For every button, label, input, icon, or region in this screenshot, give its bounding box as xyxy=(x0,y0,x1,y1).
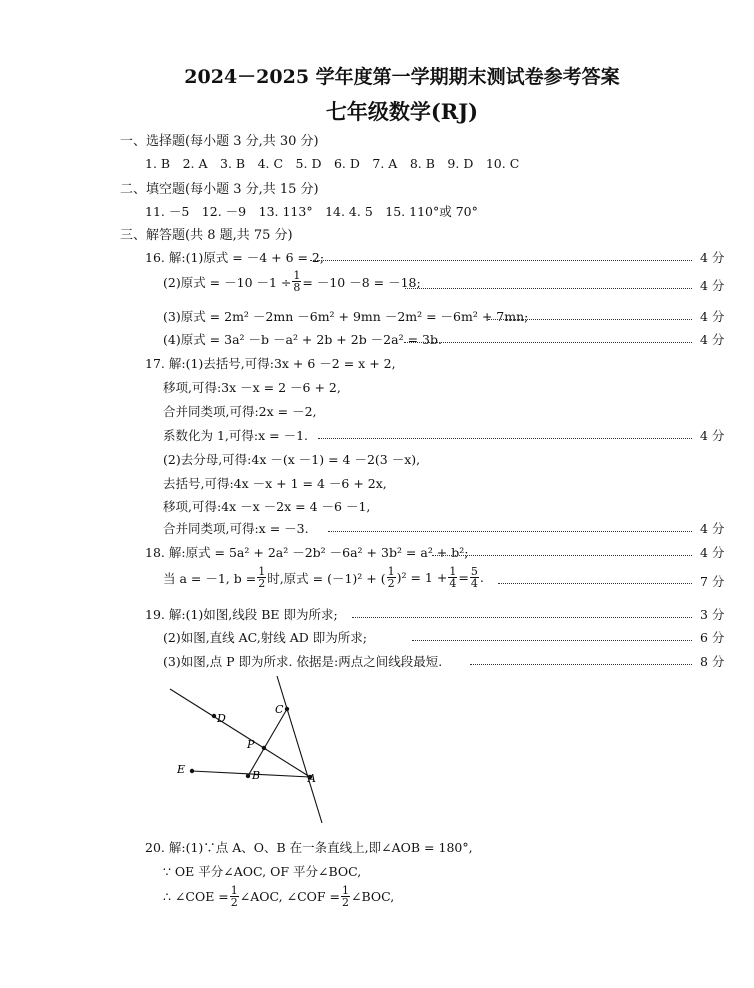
q18-fraction-4 xyxy=(470,566,479,589)
label-E: E xyxy=(177,763,186,776)
q19-line3: (3)如图,点 P 即为所求. 依据是:两点之间线段最短. xyxy=(163,654,443,669)
label-C: C xyxy=(275,703,284,716)
fraction-numerator: 5 xyxy=(470,565,478,578)
q18-text-a: 当 a = －1, b = xyxy=(163,570,257,586)
q20-text-b: ∠AOC, ∠COF = xyxy=(239,889,341,904)
point-P xyxy=(262,746,266,750)
q18-line1: 18. 解:原式 = 5a² + 2a² －2b² －6a² + 3b² = a² + b²; xyxy=(145,545,469,560)
q16-score1: 4 分 xyxy=(700,250,725,265)
q19-score3: 8 分 xyxy=(700,654,725,669)
fraction-numerator: 1 xyxy=(342,884,350,897)
q16-line2-text-b: = －10 －8 = －18; xyxy=(302,274,421,290)
dot-leader xyxy=(310,260,692,261)
q18-score2: 7 分 xyxy=(700,574,725,589)
choice-answers: 1. B 2. A 3. B 4. C 5. D 6. D 7. A 8. B 9. D 10. C xyxy=(145,156,520,171)
section-choice-heading: 一、选择题(每小题 3 分,共 30 分) xyxy=(120,134,319,149)
label-B: B xyxy=(252,769,261,782)
q17-line4: 系数化为 1,可得:x = －1. xyxy=(163,428,309,443)
page-title: 2024－2025 学年度第一学期期末测试卷参考答案 xyxy=(184,66,620,88)
q18-fraction-2 xyxy=(387,566,396,589)
q18-text-b: 时,原式 = (－1)² + ( xyxy=(267,570,386,586)
dot-leader xyxy=(405,288,692,289)
fraction-numerator: 1 xyxy=(230,884,238,897)
label-P: P xyxy=(247,738,255,751)
line-AC xyxy=(277,676,322,823)
label-A: A xyxy=(308,772,316,785)
q20-fraction-1 xyxy=(230,885,239,908)
dot-leader xyxy=(488,319,692,320)
q16-line3: (3)原式 = 2m² －2mn －6m² + 9mn －2m² = －6m² + 7mn; xyxy=(163,309,529,324)
q19-line2: (2)如图,直线 AC,射线 AD 即为所求; xyxy=(163,630,367,645)
fraction-denominator: 8 xyxy=(293,281,301,294)
q16-score2: 4 分 xyxy=(700,278,725,293)
q18-line2 xyxy=(163,566,484,589)
q18-text-c: )² = 1 + xyxy=(396,570,448,585)
q17-line1: 17. 解:(1)去括号,可得:3x + 6 －2 = x + 2, xyxy=(145,356,396,371)
q16-score3: 4 分 xyxy=(700,309,725,324)
q16-fraction xyxy=(292,270,301,293)
dot-leader xyxy=(432,555,692,556)
ray-AD xyxy=(170,689,310,777)
point-B xyxy=(246,774,250,778)
q17-score2: 4 分 xyxy=(700,521,725,536)
fraction-denominator: 2 xyxy=(342,896,350,909)
q17-line7: 移项,可得:4x －x －2x = 4 －6 －1, xyxy=(163,499,371,514)
point-C xyxy=(285,707,289,711)
q20-line2: ∵ OE 平分∠AOC, OF 平分∠BOC, xyxy=(163,864,362,879)
dot-leader xyxy=(352,617,692,618)
q19-score2: 6 分 xyxy=(700,630,725,645)
fraction-numerator: 1 xyxy=(449,565,457,578)
q16-line2 xyxy=(163,270,421,293)
q17-score1: 4 分 xyxy=(700,428,725,443)
section-fill-heading: 二、填空题(每小题 3 分,共 15 分) xyxy=(120,182,319,197)
fraction-denominator: 2 xyxy=(387,577,395,590)
section-solve-heading: 三、解答题(共 8 题,共 75 分) xyxy=(120,228,293,243)
q16-score4: 4 分 xyxy=(700,332,725,347)
q20-fraction-2 xyxy=(341,885,350,908)
q19-line1: 19. 解:(1)如图,线段 BE 即为所求; xyxy=(145,607,338,622)
q18-fraction-3 xyxy=(448,566,457,589)
q19-score1: 3 分 xyxy=(700,607,725,622)
fraction-numerator: 1 xyxy=(387,565,395,578)
q18-score1: 4 分 xyxy=(700,545,725,560)
q20-text-a: ∴ ∠COE = xyxy=(163,889,229,904)
fill-answers: 11. －5 12. －9 13. 113° 14. 4. 5 15. 110°或 70° xyxy=(145,204,478,219)
dot-leader xyxy=(318,438,692,439)
geometry-figure xyxy=(160,670,360,830)
q16-line1: 16. 解:(1)原式 = －4 + 6 = 2; xyxy=(145,250,325,265)
point-E xyxy=(190,769,194,773)
q17-line5: (2)去分母,可得:4x －(x －1) = 4 －2(3 －x), xyxy=(163,452,421,467)
q16-line2-text-a: (2)原式 = －10 －1 ÷ xyxy=(163,274,292,290)
point-D xyxy=(212,714,216,718)
fraction-numerator: 1 xyxy=(258,565,266,578)
q20-line1: 20. 解:(1)∵点 A、O、B 在一条直线上,即∠AOB = 180°, xyxy=(145,840,473,855)
q20-text-c: ∠BOC, xyxy=(351,889,395,904)
q20-line3 xyxy=(163,885,394,908)
dot-leader xyxy=(470,664,692,665)
q17-line6: 去括号,可得:4x －x + 1 = 4 －6 + 2x, xyxy=(163,476,387,491)
q18-text-d: = xyxy=(458,570,469,585)
dot-leader xyxy=(412,640,692,641)
q17-line3: 合并同类项,可得:2x = －2, xyxy=(163,404,317,419)
q18-fraction-1 xyxy=(257,566,266,589)
fraction-denominator: 4 xyxy=(449,577,457,590)
dot-leader xyxy=(328,531,692,532)
label-D: D xyxy=(217,712,226,725)
fraction-denominator: 2 xyxy=(258,577,266,590)
q17-line2: 移项,可得:3x －x = 2 －6 + 2, xyxy=(163,380,341,395)
fraction-numerator: 1 xyxy=(293,269,301,282)
dot-leader xyxy=(404,342,692,343)
dot-leader xyxy=(498,583,692,584)
fraction-denominator: 2 xyxy=(230,896,238,909)
q18-text-e: . xyxy=(479,570,484,585)
fraction-denominator: 4 xyxy=(470,577,478,590)
page-subtitle: 七年级数学(RJ) xyxy=(325,99,479,124)
q16-line4: (4)原式 = 3a² －b －a² + 2b + 2b －2a² = 3b. xyxy=(163,332,442,347)
q17-line8: 合并同类项,可得:x = －3. xyxy=(163,521,309,536)
